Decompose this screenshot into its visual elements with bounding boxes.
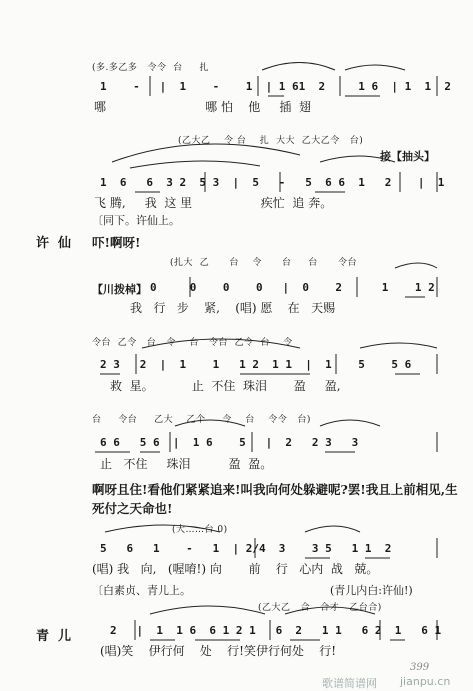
- notes-line-4: 2 3 2 | 1 1 1 2 1 1 | 1 5 5 6: [100, 358, 412, 371]
- percussion-line-6: (大……台 0): [172, 525, 228, 535]
- lyrics-line-2: 飞 腾, 我 这 里 疾忙 追 奔。: [94, 196, 333, 210]
- stage-direction-1: 〔同下。许仙上。: [92, 214, 180, 227]
- lyrics-line-3: 我 行 步 紧, (唱) 愿 在 天赐: [130, 301, 336, 315]
- lyrics-line-6: (唱) 我 向, (喔唷!) 向 前 行 心内 战 兢。: [92, 562, 379, 576]
- percussion-line-7: (乙大乙 合 合才 乙台合): [258, 603, 382, 613]
- notes-line-5: 6 6 5 6 | 1 6 5 | 2 2 3 3: [100, 436, 359, 449]
- role-name-qinger: 青 儿: [36, 629, 72, 644]
- page-number: 399: [410, 662, 430, 673]
- lyrics-line-1: 哪 哪 怕 他 插 翅: [94, 100, 311, 114]
- offstage-speech: (青儿内白:许仙!): [330, 584, 413, 597]
- notes-line-3: 0 0 0 0 | 0 2 1 1 2: [150, 281, 435, 294]
- tune-name: 【川拨棹】: [92, 283, 147, 296]
- lyrics-line-7: (唱)笑 伊行何 处 行!笑伊行何处 行!: [100, 644, 337, 658]
- percussion-line-2: (乙大乙 令 台 扎 大大 乙大乙令 台): [178, 136, 364, 146]
- stage-direction-2: 〔白素贞、青儿上。: [92, 584, 191, 597]
- lyrics-line-5: 止 不住 珠泪 盈 盈。: [100, 457, 273, 471]
- percussion-line-3: (扎大 乙 台 令 台 台 令台: [170, 258, 357, 268]
- notes-line-1: 1 - | 1 - 1 | 1 61 2 1 6 | 1 1 2: [100, 80, 451, 93]
- notes-line-6: 5 6 1 - 1 | 2/4 3 3 5 1 1 2: [100, 542, 392, 555]
- role-name-xuxian: 许 仙: [36, 236, 72, 251]
- watermark-site-cn: 歌谱简谱网: [322, 677, 377, 690]
- notes-line-7: 2 | 1 1 6 6 1 2 1 6 2 1 1 6 2 1 6 1: [110, 624, 442, 637]
- percussion-line-4: 令台 乙令 台 令 台 令台 乙令 台 令: [92, 338, 293, 348]
- cue-label: 接【抽头】: [380, 150, 435, 163]
- lyrics-line-4: 救 星。 止 不住 珠泪 盈 盈,: [110, 379, 341, 393]
- watermark-site-en: jianpu.cn: [400, 675, 451, 688]
- speech-line-1: 吓!啊呀!: [92, 235, 141, 250]
- percussion-line-5: 台 令台 乙大 乙个 令 台 令令 台): [92, 415, 311, 425]
- notes-line-2: 1 6 6 3 2 5 3 | 5 - 5 6 6 1 2 | 1: [100, 176, 445, 189]
- speech-line-2a: 啊呀且住!看他们紧紧追来!叫我向何处躲避呢?罢!我且上前相见,生: [92, 482, 458, 497]
- speech-line-2b: 死付之天命也!: [92, 501, 173, 516]
- percussion-line-1: (多.多乙多 令令 台 扎: [92, 63, 209, 73]
